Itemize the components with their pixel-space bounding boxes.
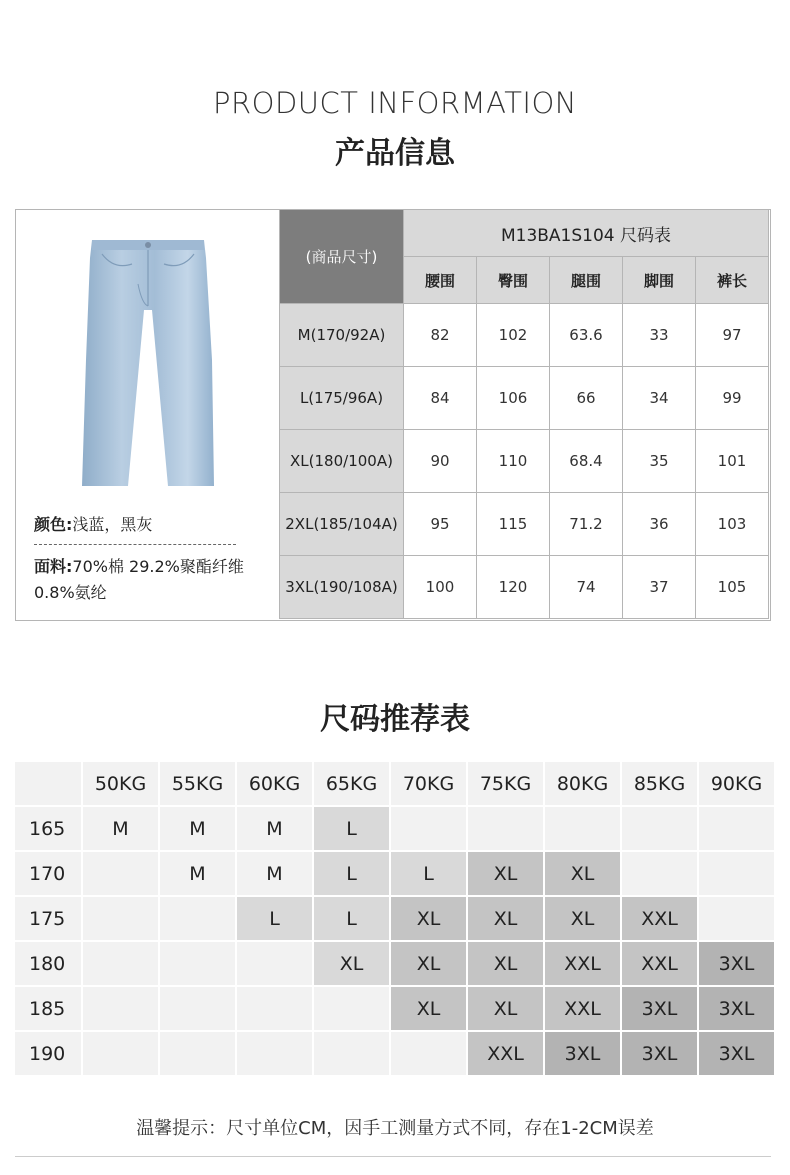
size-cell [83,897,158,940]
table-cell: 95 [404,493,477,556]
size-cell: 3XL [699,987,774,1030]
product-summary [16,210,280,620]
table-cell: 82 [404,304,477,367]
size-cell: XXL [622,897,697,940]
weight-header: 90KG [699,762,774,805]
weight-header: 50KG [83,762,158,805]
size-label: M(170/92A) [280,304,404,367]
table-cell: 63.6 [550,304,623,367]
size-cell: L [314,897,389,940]
size-cell: 3XL [545,1032,620,1075]
product-info-panel [15,209,771,621]
color-info [34,512,152,535]
size-cell [622,852,697,895]
size-cell: XL [468,852,543,895]
size-chart-title: M13BA1S104 尺码表 [404,210,769,257]
size-cell [160,897,235,940]
size-cell: XL [468,942,543,985]
fabric-info [34,554,270,606]
size-cell [699,852,774,895]
size-cell: L [314,852,389,895]
size-recommendation-table [13,760,776,1077]
table-cell: 36 [623,493,696,556]
page-title-cn: 产品信息 [335,136,455,171]
size-cell: L [391,852,466,895]
size-cell [160,942,235,985]
weight-header-row [15,762,774,805]
size-label: 3XL(190/108A) [280,556,404,619]
column-header: 裤长 [696,257,769,304]
size-corner-header: (商品尺寸) [280,210,404,304]
table-row [15,987,774,1030]
fabric-value: 70%棉 29.2%聚酯纤维 0.8%氨纶 [34,557,244,602]
size-cell: XL [468,897,543,940]
weight-header: 70KG [391,762,466,805]
table-cell: 97 [696,304,769,367]
size-cell [391,807,466,850]
size-cell: M [83,807,158,850]
column-header: 腿围 [550,257,623,304]
size-cell: 3XL [622,987,697,1030]
page-title-en: PRODUCT INFORMATION [213,86,577,120]
size-cell: M [160,852,235,895]
size-cell: 3XL [699,942,774,985]
size-cell [699,897,774,940]
size-cell [237,987,312,1030]
size-cell: XL [391,897,466,940]
size-cell [699,807,774,850]
table-cell: 100 [404,556,477,619]
size-cell [314,1032,389,1075]
recommendation-title: 尺码推荐表 [320,702,470,737]
table-cell: 120 [477,556,550,619]
size-cell: 3XL [622,1032,697,1075]
size-cell: XXL [545,987,620,1030]
height-label: 165 [15,807,81,850]
table-cell: 99 [696,367,769,430]
table-cell: 110 [477,430,550,493]
height-label: 185 [15,987,81,1030]
table-cell: 68.4 [550,430,623,493]
size-cell: 3XL [699,1032,774,1075]
fabric-label: 面料: [34,557,73,576]
size-cell: L [314,807,389,850]
weight-header: 75KG [468,762,543,805]
table-cell: 33 [623,304,696,367]
table-cell: 84 [404,367,477,430]
table-cell: 71.2 [550,493,623,556]
table-cell: 101 [696,430,769,493]
size-cell: M [160,807,235,850]
table-cell: 37 [623,556,696,619]
bottom-divider [15,1156,771,1157]
size-cell [160,1032,235,1075]
table-cell: 105 [696,556,769,619]
weight-header: 80KG [545,762,620,805]
color-label: 颜色: [34,515,73,534]
table-cell: 34 [623,367,696,430]
table-row [15,1032,774,1075]
size-cell: XL [391,942,466,985]
table-row [15,852,774,895]
size-chart-table [279,209,769,619]
size-label: XL(180/100A) [280,430,404,493]
size-cell: XL [545,897,620,940]
weight-header: 65KG [314,762,389,805]
size-cell: XL [468,987,543,1030]
table-cell: 90 [404,430,477,493]
column-header: 腰围 [404,257,477,304]
table-row [280,493,769,556]
table-row [280,556,769,619]
size-cell: XXL [545,942,620,985]
table-cell: 115 [477,493,550,556]
table-row [15,942,774,985]
size-cell: XL [314,942,389,985]
table-cell: 35 [623,430,696,493]
size-cell: XL [545,852,620,895]
size-cell [83,942,158,985]
color-value: 浅蓝，黑灰 [72,515,153,534]
height-label: 190 [15,1032,81,1075]
size-cell [468,807,543,850]
corner-cell [15,762,81,805]
size-cell: M [237,852,312,895]
size-cell [314,987,389,1030]
size-label: 2XL(185/104A) [280,493,404,556]
height-label: 175 [15,897,81,940]
table-row [280,304,769,367]
size-cell: XXL [622,942,697,985]
size-cell: L [237,897,312,940]
table-cell: 103 [696,493,769,556]
table-row [15,897,774,940]
table-row [280,367,769,430]
column-header: 脚围 [623,257,696,304]
size-cell [83,987,158,1030]
jeans-image [82,240,214,488]
size-cell: XL [391,987,466,1030]
table-row [15,807,774,850]
divider [34,544,236,545]
table-cell: 74 [550,556,623,619]
size-cell [622,807,697,850]
size-cell [83,852,158,895]
weight-header: 85KG [622,762,697,805]
height-label: 170 [15,852,81,895]
table-cell: 106 [477,367,550,430]
table-cell: 102 [477,304,550,367]
size-label: L(175/96A) [280,367,404,430]
table-cell: 66 [550,367,623,430]
size-cell [391,1032,466,1075]
size-cell [545,807,620,850]
size-cell [160,987,235,1030]
height-label: 180 [15,942,81,985]
size-cell [83,1032,158,1075]
size-cell [237,1032,312,1075]
size-cell [237,942,312,985]
table-row [280,430,769,493]
size-cell: XXL [468,1032,543,1075]
size-cell: M [237,807,312,850]
weight-header: 60KG [237,762,312,805]
measurement-tip: 温馨提示：尺寸单位CM，因手工测量方式不同，存在1-2CM误差 [136,1118,654,1139]
column-header: 臀围 [477,257,550,304]
weight-header: 55KG [160,762,235,805]
